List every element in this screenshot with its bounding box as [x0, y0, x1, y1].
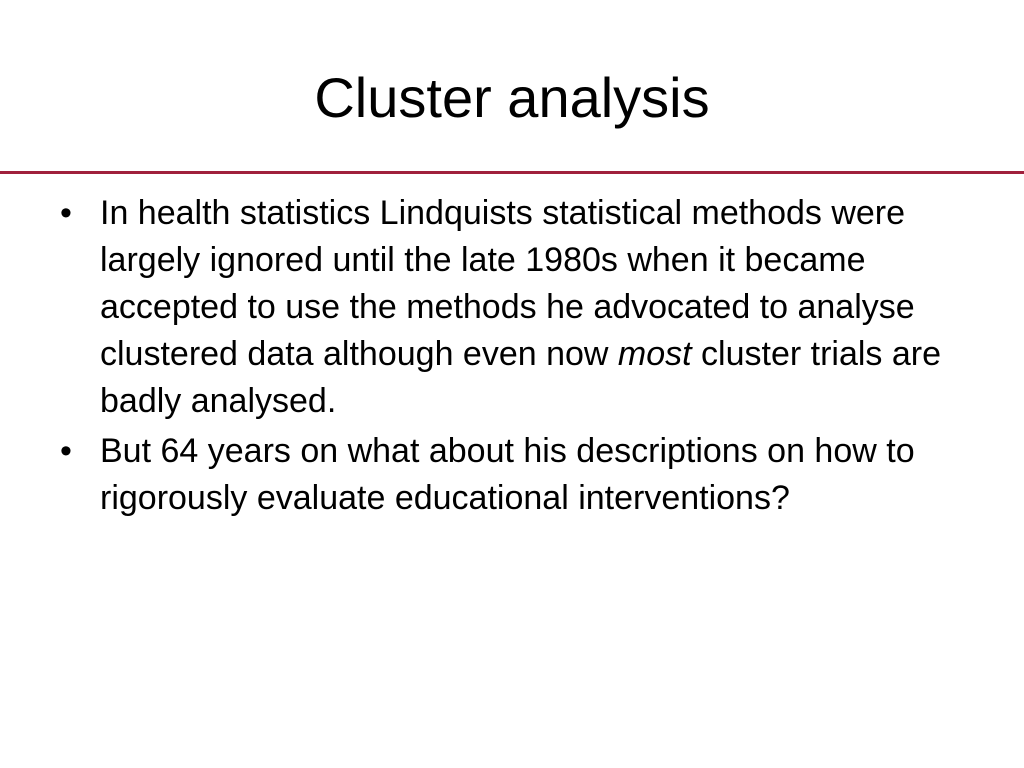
- slide-title: Cluster analysis: [314, 66, 710, 129]
- bullet-icon: •: [60, 432, 72, 470]
- bullet-item-1: [58, 190, 958, 425]
- bullet-emphasis-text: most: [617, 335, 692, 373]
- bullet-list: [58, 190, 958, 525]
- bullet-text: But 64 years on what about his descriptions on how to rigorously evaluate educational interventions?: [100, 432, 915, 517]
- bullet-item-2: [58, 428, 958, 522]
- bullet-icon: •: [60, 194, 72, 232]
- bullet-text-after-emphasis: cluster trials are badly analysed.: [100, 335, 942, 420]
- title-divider: [0, 171, 1024, 174]
- bullet-text-before-emphasis: In health statistics Lindquists statistical methods were largely ignored until the late 1980s when it became accepted to use the methods he advocated to analyse clustered data although even now: [100, 194, 915, 373]
